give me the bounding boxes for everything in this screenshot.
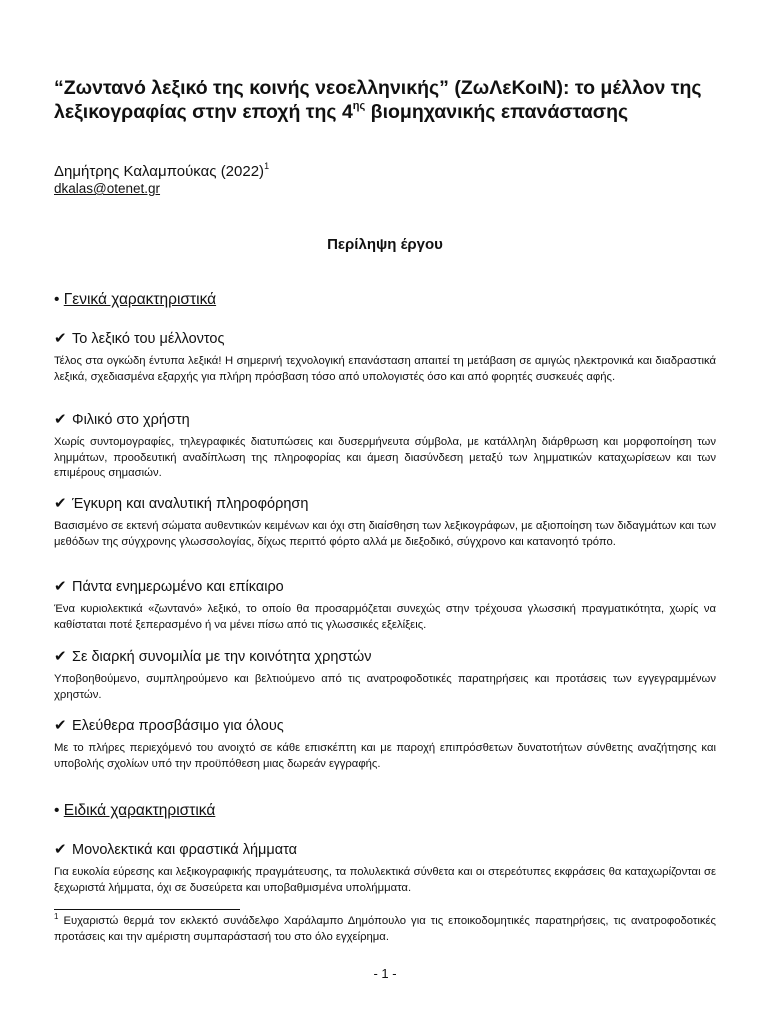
title-text: “Ζωντανό λεξικό της κοινής νεοελληνικής” (ΖωΛεΚοιΝ): το μέλλον της λεξικογραφίας στην εποχή της 4 (54, 77, 702, 123)
title-superscript: ης (352, 100, 366, 112)
feature-description: Τέλος στα ογκώδη έντυπα λεξικά! Η σημερινή τεχνολογική επανάσταση απαιτεί τη μετάβαση σε αμιγώς ηλεκτρονικά και διαδραστικά λεξικά, σχεδιασμένα εξαρχής για πλήρη πρόσβαση τόσο από υπολογιστές όσο και από φορητές συσκευές αφής. (54, 355, 716, 383)
feature-description: Χωρίς συντομογραφίες, τηλεγραφικές διατυπώσεις και δυσερμήνευτα σύμβολα, με κατάλληλη διάρθρωση και μορφοποίηση των λημμάτων, προοδευτική αναδίπλωση της πληροφορίας και άμεση διασύνδεση μεταξύ των λημματικών καταχωρίσεων και των επιμέρους σημασιών. (54, 436, 716, 479)
feature-heading (54, 411, 716, 429)
checkmark-icon: ✔ (54, 648, 67, 665)
checkmark-icon: ✔ (54, 330, 67, 347)
section-special-label: Ειδικά χαρακτηριστικά (63, 802, 216, 819)
section-special-heading (54, 802, 215, 820)
footnote-mark: 1 (54, 912, 59, 921)
checkmark-icon: ✔ (54, 578, 67, 595)
feature-title: Έγκυρη και αναλυτική πληροφόρηση (72, 496, 309, 512)
feature-item (54, 578, 716, 633)
author-line (54, 163, 269, 181)
bullet-icon: • (54, 291, 60, 308)
checkmark-icon: ✔ (54, 411, 67, 428)
feature-description: Βασισμένο σε εκτενή σώματα αυθεντικών κειμένων και όχι στη διαίσθηση των λεξικογράφων, με αξιοποίηση των διδαγμάτων και των μεθόδων της σύγχρονης γλωσσολογίας, δίχως περιττό φόρτο αλλά με διεξοδικό, σύγχρονο και κατανοητό τρόπο. (54, 520, 716, 548)
feature-description: Ένα κυριολεκτικά «ζωντανό» λεξικό, το οποίο θα προσαρμόζεται συνεχώς στην τρέχουσα γλωσσική πραγματικότητα, χωρίς να καθίσταται ποτέ ξεπερασμένο ή να μένει πίσω από τις γλωσσικές εξελίξεις. (54, 603, 716, 631)
feature-description: Για ευκολία εύρεσης και λεξικογραφικής πραγμάτευσης, τα πολυλεκτικά σύνθετα και οι στερεότυπες εκφράσεις θα καταχωρίζονται σε ξεχωριστά λήμματα, όχι σε δυσεύρετα και υποβαθμισμένα υπολήμματα. (54, 866, 716, 894)
feature-heading (54, 648, 716, 666)
bullet-icon: • (54, 802, 60, 819)
feature-title: Το λεξικό του μέλλοντος (72, 331, 225, 347)
footnote-reference[interactable]: 1 (264, 161, 270, 171)
feature-item (54, 330, 716, 385)
feature-title: Σε διαρκή συνομιλία με την κοινότητα χρηστών (72, 649, 372, 665)
footnote-divider (54, 909, 240, 910)
checkmark-icon: ✔ (54, 717, 67, 734)
title-text-end: βιομηχανικής επανάστασης (365, 101, 629, 123)
feature-heading (54, 841, 716, 859)
feature-description: Υποβοηθούμενο, συμπληρούμενο και βελτιούμενο από τις ανατροφοδοτικές παρατηρήσεις και προτάσεις των εγγεγραμμένων χρηστών. (54, 673, 716, 701)
feature-description: Με το πλήρες περιεχόμενό του ανοιχτό σε κάθε επισκέπτη και με παροχή επιπρόσθετων δυνατοτήτων σύνθετης αναζήτησης και υποβολής σχολίων υπό την προϋπόθεση μιας δωρεάν εγγραφής. (54, 742, 716, 770)
checkmark-icon: ✔ (54, 841, 67, 858)
feature-heading (54, 578, 716, 596)
feature-item (54, 717, 716, 772)
feature-item (54, 648, 716, 703)
feature-heading (54, 330, 716, 348)
checkmark-icon: ✔ (54, 495, 67, 512)
section-general-label: Γενικά χαρακτηριστικά (63, 291, 217, 308)
feature-item (54, 411, 716, 482)
page-number: - 1 - (373, 966, 397, 981)
feature-title: Μονολεκτικά και φραστικά λήμματα (72, 842, 298, 858)
author-name: Δημήτρης Καλαμπούκας (2022) (54, 163, 265, 180)
section-general-heading (54, 291, 216, 309)
feature-heading (54, 717, 716, 735)
feature-item (54, 841, 716, 896)
summary-heading: Περίληψη έργου (327, 236, 443, 253)
footnote-text: Ευχαριστώ θερμά τον εκλεκτό συνάδελφο Χαράλαμπο Δημόπουλο για τις εποικοδομητικές παρατηρήσεις, τις ανατροφοδοτικές προτάσεις και την αμέριστη συμπαράστασή του στο όλο εγχείρημα. (54, 915, 716, 943)
footnote (54, 914, 716, 945)
feature-title: Φιλικό στο χρήστη (72, 412, 190, 428)
document-title (54, 76, 716, 124)
feature-title: Ελεύθερα προσβάσιμο για όλους (72, 718, 284, 734)
feature-title: Πάντα ενημερωμένο και επίκαιρο (72, 579, 284, 595)
feature-heading (54, 495, 716, 513)
author-email-link[interactable]: dkalas@otenet.gr (54, 181, 161, 196)
feature-item (54, 495, 716, 550)
